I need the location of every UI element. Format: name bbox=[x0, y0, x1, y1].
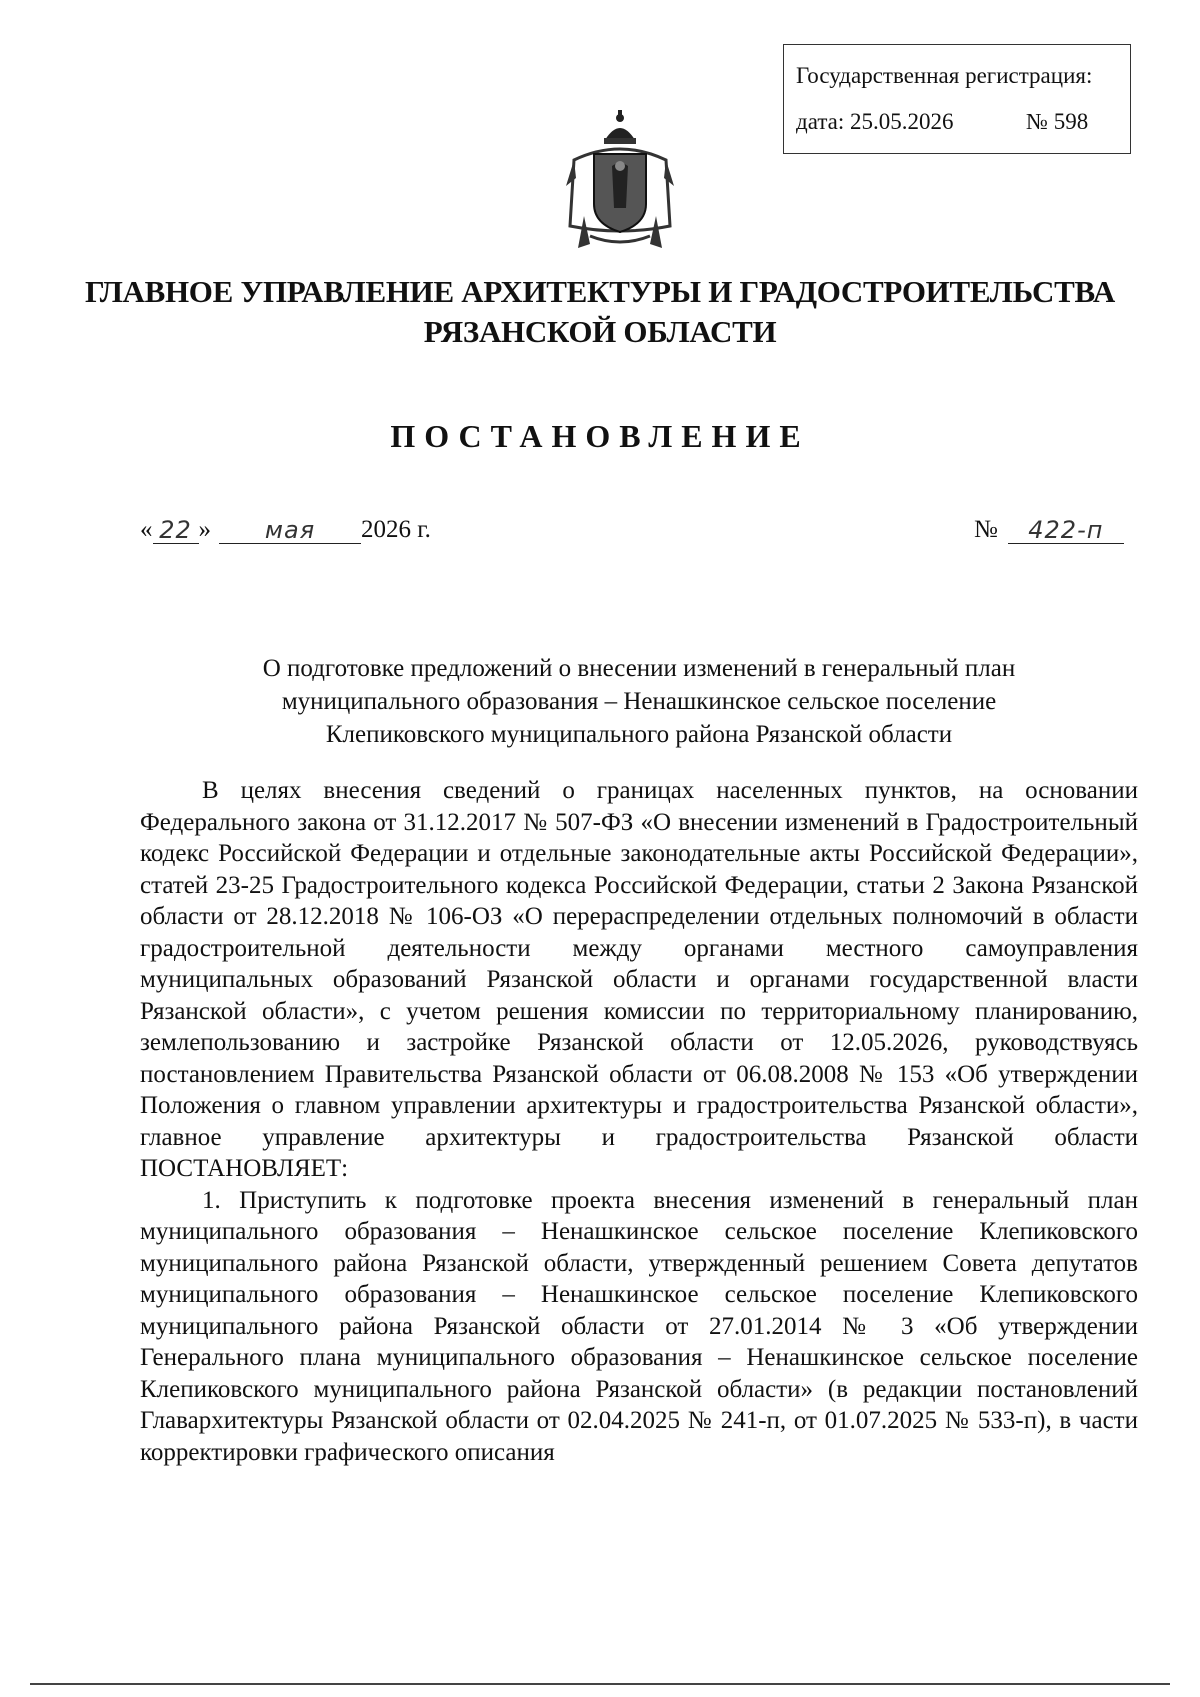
registration-title: Государственная регистрация: bbox=[796, 63, 1093, 88]
document-body bbox=[140, 775, 1138, 1468]
document-subject bbox=[140, 652, 1138, 751]
number-value: 422-п bbox=[1008, 517, 1124, 544]
date-open-quote: « bbox=[140, 516, 153, 543]
body-paragraph-preamble: В целях внесения сведений о границах населенных пунктов, на основании Федерального закона от 31.12.2017 № 507-ФЗ «О внесении изменений в Градостроительный кодекс Российской Федерации и отдельные законодательные акты Российской Федерации», статей 23-25 Градостроительного кодекса Российской Федерации, статьи 2 Закона Рязанской области от 28.12.2018 № 106-ОЗ «О перераспределении отдельных полномочий в области градостроительной деятельности между органами местного самоуправления муниципальных образований Рязанской области и органами государственной власти Рязанской области», с учетом решения комиссии по территориальному планированию, землепользованию и застройке Рязанской области от 12.05.2026, руководствуясь постановлением Правительства Рязанской области от 06.08.2008 № 153 «Об утверждении Положения о главном управлении архитектуры и градостроительства Рязанской области», главное управление архитектуры и градостроительства Рязанской области ПОСТАНОВЛЯЕТ: bbox=[140, 777, 1138, 1182]
organization-line-1: ГЛАВНОЕ УПРАВЛЕНИЕ АРХИТЕКТУРЫ И ГРАДОСТРОИТЕЛЬСТВА bbox=[84, 274, 1115, 309]
subject-line-1: О подготовке предложений о внесении изменений в генеральный план bbox=[262, 655, 1016, 682]
coat-of-arms-icon bbox=[560, 108, 680, 263]
registration-details bbox=[796, 109, 1130, 135]
registration-stamp bbox=[783, 44, 1131, 154]
registration-number: № 598 bbox=[1026, 109, 1089, 134]
registration-date: дата: 25.05.2026 bbox=[796, 109, 954, 134]
date-day: 22 bbox=[153, 517, 199, 544]
document-type: ПОСТАНОВЛЕНИЕ bbox=[390, 418, 810, 454]
organization-name bbox=[0, 272, 1200, 352]
number-label: № bbox=[974, 516, 998, 543]
document-number bbox=[974, 516, 1124, 544]
body-paragraph-item-1: 1. Приступить к подготовке проекта внесения изменений в генеральный план муниципального образования – Ненашкинское сельское поселение Клепиковского муниципального района Рязанской области, утвержденный решением Совета депутатов муниципального образования – Ненашкинское сельское поселение Клепиковского муниципального района Рязанской области от 27.01.2014 № 3 «Об утверждении Генерального плана муниципального образования – Ненашкинское сельское поселение Клепиковского муниципального района Рязанской области» (в редакции постановлений Главархитектуры Рязанской области от 02.04.2025 № 241-п, от 01.07.2025 № 533-п), в части корректировки графического описания bbox=[140, 1186, 1138, 1466]
subject-line-2: муниципального образования – Ненашкинское сельское поселение bbox=[281, 688, 997, 715]
organization-line-2: РЯЗАНСКОЙ ОБЛАСТИ bbox=[423, 314, 777, 349]
document-date bbox=[140, 516, 431, 544]
subject-line-3: Клепиковского муниципального района Рязанской области bbox=[325, 721, 953, 748]
page-bottom-divider bbox=[30, 1683, 1170, 1685]
date-close-quote: » bbox=[198, 516, 211, 543]
date-year: 2026 г. bbox=[361, 516, 431, 543]
date-month: мая bbox=[219, 517, 361, 544]
